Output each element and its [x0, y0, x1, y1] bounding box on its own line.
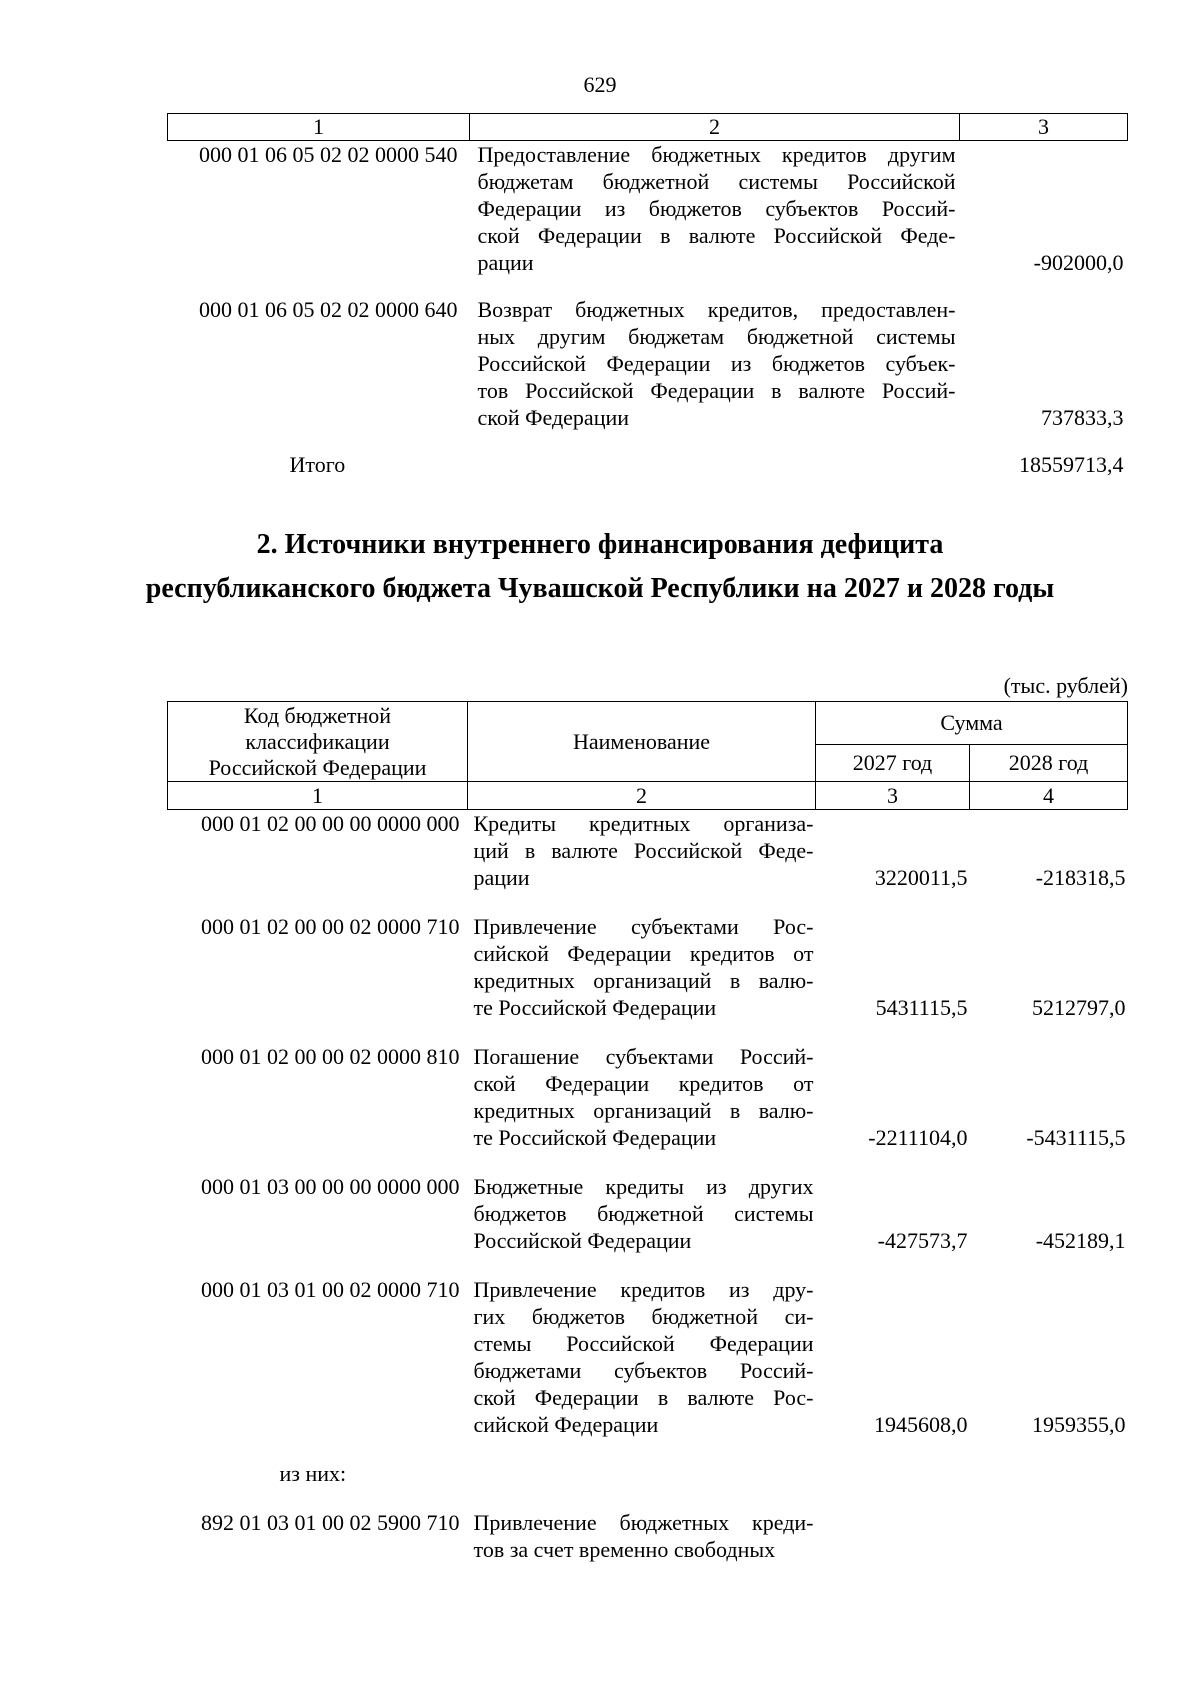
- name-line: Привлечение бюджетных креди-: [473, 1510, 814, 1535]
- header-line: Российской Федерации: [208, 754, 427, 780]
- name-line: бюджетам бюджетной системы Российской: [477, 169, 956, 194]
- sub-label: из них:: [279, 1461, 347, 1486]
- name-line: кредитных организаций в валю-: [473, 968, 814, 993]
- column-number-4: 4: [970, 782, 1128, 810]
- column-number-1: 1: [168, 782, 468, 810]
- item-name: [468, 1509, 816, 1563]
- name-column-header: Наименование: [468, 702, 816, 782]
- item-name: [468, 1043, 816, 1151]
- total-label: Итого: [289, 452, 346, 477]
- total-amount: 18559713,4: [1019, 452, 1124, 477]
- table-row: [168, 141, 1128, 277]
- column-number-3: 3: [816, 782, 970, 810]
- name-line: ской Федерации кредитов от: [473, 1071, 814, 1096]
- page-number: 629: [583, 72, 617, 97]
- name-line: те Российской Федерации: [473, 1125, 717, 1150]
- table-row: [168, 296, 1128, 431]
- table-header-row: [168, 114, 1128, 141]
- year-2028-header: 2028 год: [970, 745, 1128, 782]
- item-name: [470, 141, 960, 277]
- column-number-3: 3: [960, 114, 1128, 141]
- table-row: [168, 1043, 1128, 1151]
- amount-2028: -452189,1: [1035, 1228, 1126, 1253]
- amount: -902000,0: [1033, 250, 1124, 275]
- budget-code: 000 01 03 00 00 00 0000 000: [201, 1174, 460, 1199]
- table-row: [168, 810, 1128, 892]
- heading-line-2: республиканского бюджета Чувашской Республики на 2027 и 2028 годы: [145, 573, 1055, 604]
- name-line: гих бюджетов бюджетной си-: [473, 1304, 814, 1329]
- table-row: [168, 1173, 1128, 1254]
- year-2027-header: 2027 год: [816, 745, 970, 782]
- item-name: [470, 296, 960, 431]
- section-heading: [0, 523, 1200, 611]
- name-line: тов за счет временно свободных: [473, 1537, 776, 1562]
- name-line: Погашение субъектами Россий-: [473, 1044, 814, 1069]
- sub-label-row: [168, 1460, 1128, 1487]
- name-line: стемы Российской Федерации: [473, 1331, 814, 1356]
- name-line: кредитных организаций в валю-: [473, 1098, 814, 1123]
- name-line: бюджетами субъектов Россий-: [473, 1358, 814, 1383]
- budget-code: 000 01 06 05 02 02 0000 640: [199, 297, 458, 322]
- name-line: ций в валюте Российской Феде-: [473, 838, 814, 863]
- name-line: те Российской Федерации: [473, 995, 717, 1020]
- budget-code: 000 01 02 00 00 02 0000 710: [201, 914, 460, 939]
- budget-code: 000 01 02 00 00 02 0000 810: [201, 1044, 460, 1069]
- name-line: рации: [477, 250, 534, 275]
- item-name: [468, 1173, 816, 1254]
- budget-code: 000 01 02 00 00 00 0000 000: [201, 811, 460, 836]
- amount: 737833,3: [1041, 405, 1124, 430]
- table-row: [168, 1276, 1128, 1438]
- name-line: Привлечение кредитов из дру-: [473, 1277, 814, 1302]
- budget-code: 000 01 06 05 02 02 0000 540: [199, 142, 458, 167]
- name-line: Предоставление бюджетных кредитов другим: [477, 142, 956, 167]
- sources-table-continued: [167, 113, 1128, 478]
- name-line: Федерации из бюджетов субъектов Россий-: [477, 196, 956, 221]
- name-line: ных другим бюджетам бюджетной системы: [477, 324, 956, 349]
- name-line: Российской Федерации из бюджетов субъек-: [477, 351, 956, 376]
- item-name: [468, 1276, 816, 1438]
- name-line: сийской Федерации: [473, 1412, 659, 1437]
- name-line: рации: [473, 865, 530, 890]
- amount-2028: 5212797,0: [1032, 995, 1126, 1020]
- name-line: Бюджетные кредиты из других: [473, 1174, 814, 1199]
- name-line: сийской Федерации кредитов от: [473, 941, 814, 966]
- amount-2027: -427573,7: [877, 1228, 968, 1253]
- item-name: [468, 913, 816, 1021]
- table-header-row: [168, 702, 1128, 745]
- name-line: Привлечение субъектами Рос-: [473, 914, 814, 939]
- sum-column-header: Сумма: [816, 702, 1128, 745]
- name-line: Кредиты кредитных организа-: [473, 811, 814, 836]
- amount-2027: 5431115,5: [875, 995, 968, 1020]
- amount-2028: -218318,5: [1035, 865, 1126, 890]
- column-number-1: 1: [168, 114, 470, 141]
- total-row: [168, 451, 1128, 478]
- amount-2028: -5431115,5: [1026, 1125, 1126, 1150]
- column-number-2: 2: [470, 114, 960, 141]
- table-row: [168, 913, 1128, 1021]
- header-line: классификации: [245, 728, 390, 754]
- name-line: бюджетов бюджетной системы: [473, 1201, 814, 1226]
- header-line: Код бюджетной: [243, 702, 392, 728]
- heading-line-1: 2. Источники внутреннего финансирования дефицита: [256, 529, 944, 560]
- table-row: [168, 1509, 1128, 1563]
- name-line: ской Федерации в валюте Российской Феде-: [477, 223, 956, 248]
- column-numbers-row: [168, 782, 1128, 810]
- budget-code: 000 01 03 01 00 02 0000 710: [201, 1277, 460, 1302]
- amount-2027: 3220011,5: [874, 865, 968, 890]
- name-line: ской Федерации: [477, 405, 630, 430]
- code-column-header: [168, 702, 468, 782]
- amount-2027: 1945608,0: [874, 1412, 968, 1437]
- name-line: Возврат бюджетных кредитов, предоставлен-: [477, 297, 956, 322]
- name-line: ской Федерации в валюте Рос-: [473, 1385, 814, 1410]
- name-line: тов Российской Федерации в валюте Россий-: [477, 378, 956, 403]
- financing-sources-table: [167, 701, 1128, 1563]
- item-name: [468, 810, 816, 892]
- units-note: (тыс. рублей): [1003, 673, 1128, 698]
- amount-2027: -2211104,0: [868, 1125, 968, 1150]
- column-number-2: 2: [468, 782, 816, 810]
- amount-2028: 1959355,0: [1032, 1412, 1126, 1437]
- budget-code: 892 01 03 01 00 02 5900 710: [201, 1510, 460, 1535]
- name-line: Российской Федерации: [473, 1228, 692, 1253]
